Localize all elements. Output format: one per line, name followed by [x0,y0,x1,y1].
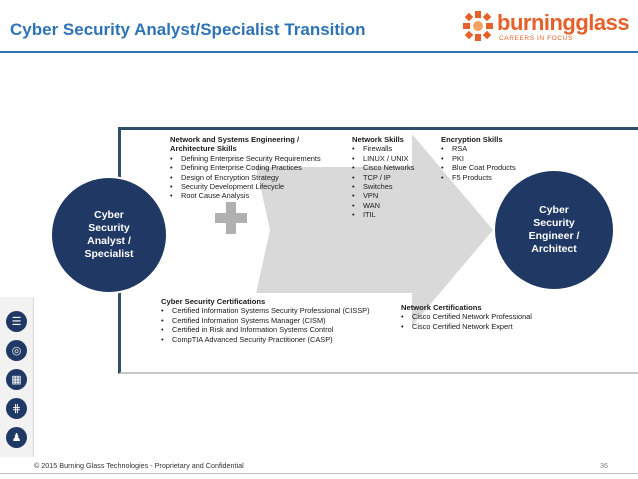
list-item: • VPN [352,191,414,200]
footer-divider [0,473,638,474]
network-certifications [401,303,532,331]
list-item: • Certified Information Systems Manager (CISM) [161,316,370,325]
from-role-node [50,176,168,294]
list-item: • Cisco Certified Network Expert [401,322,532,331]
list-item: • F5 Products [441,173,516,182]
list-item: • LINUX / UNIX [352,154,414,163]
to-role-node [495,171,613,289]
list-item: • Certified Information Systems Security Professional (CISSP) [161,306,370,315]
list-item: • Design of Encryption Strategy [170,173,355,182]
sidebar [0,297,34,457]
list-item: • Blue Coat Products [441,163,516,172]
list-item: • PKI [441,154,516,163]
list-item: • Switches [352,182,414,191]
page-title: Cyber Security Analyst/Specialist Transition [10,20,366,39]
list-item: • Root Cause Analysis [170,191,355,200]
list-item: • Defining Enterprise Security Requirements [170,154,355,163]
plus-icon-bar [215,213,247,223]
list-item: • Cisco Certified Network Professional [401,312,532,321]
list-item: • RSA [441,144,516,153]
person-icon: ♟ [6,427,27,448]
compass-icon: ◎ [6,340,27,361]
logo-tagline: CAREERS IN FOCUS [499,35,573,42]
list-item: • ITIL [352,210,414,219]
ladder-icon: ⋕ [6,398,27,419]
cyber-security-certifications [161,297,370,344]
list-item: • Security Development Lifecycle [170,182,355,191]
to-role-label: Cyber Security Engineer / Architect [528,204,580,255]
network-systems-heading: Network and Systems Engineering / Architecture Skills [170,135,300,154]
encryption-skills-heading: Encryption Skills [441,135,503,144]
network-systems-skills [170,135,355,201]
list-item: • CompTIA Advanced Security Practitioner (CASP) [161,335,370,344]
cyber-certifications-heading: Cyber Security Certifications [161,297,266,306]
grid-icon: ▦ [6,369,27,390]
list-item: • Certified in Risk and Information Systems Control [161,325,370,334]
network-skills [352,135,414,220]
encryption-skills [441,135,516,182]
list-item: • WAN [352,201,414,210]
list-item: • Cisco Networks [352,163,414,172]
network-certifications-heading: Network Certifications [401,303,482,312]
list-item: • Firewalls [352,144,414,153]
list-item: • TCP / IP [352,173,414,182]
list-icon: ☰ [6,311,27,332]
footer-copyright: © 2015 Burning Glass Technologies - Proprietary and Confidential [34,461,244,470]
from-role-label: Cyber Security Analyst / Specialist [84,209,134,260]
network-skills-heading: Network Skills [352,135,404,144]
page-number: 36 [600,461,608,470]
logo-wordmark: burningglass [497,10,630,35]
list-item: • Defining Enterprise Coding Practices [170,163,355,172]
